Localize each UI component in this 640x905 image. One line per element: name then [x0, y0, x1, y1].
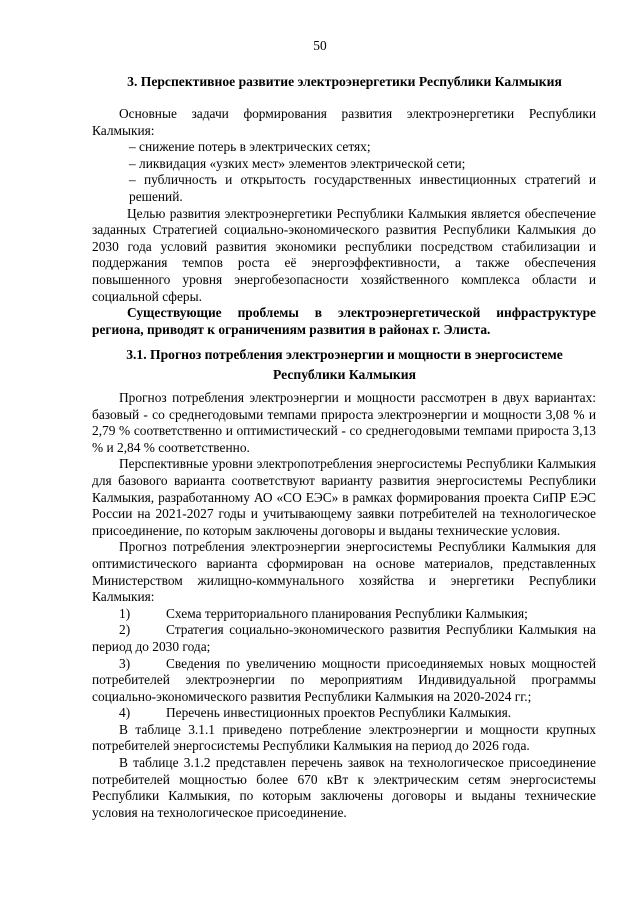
- list-item: 1) Схема территориального планирования Республики Калмыкия;: [119, 605, 528, 621]
- task-item: – публичность и открытость государственных инвестиционных стратегий и решений.: [129, 172, 596, 204]
- base-variant-paragraph: Перспективные уровни электропотребления энергосистемы Республики Калмыкия для базового варианта соответствуют варианту развития энергосистемы Республики Калмыкия, разработанному АО «СО ЕЭС» в рамках формирования проекта СиПР ЕЭС России на 2021-2027 годы и учитывающему заявки потребителей на технологическое присоединение, по которым заключены договоры и выданы технические условия.: [92, 456, 596, 538]
- page-number: 50: [313, 38, 327, 53]
- section-3-1-body: [92, 390, 596, 821]
- section-3-heading: 3. Перспективное развитие электроэнергетики Республики Калмыкия: [127, 74, 562, 89]
- task-item: – снижение потерь в электрических сетях;: [129, 139, 371, 155]
- list-item: 4) Перечень инвестиционных проектов Республики Калмыкия.: [119, 705, 512, 721]
- forecast-paragraph: Прогноз потребления электроэнергии и мощности рассмотрен в двух вариантах: базовый - со среднегодовыми темпами прироста электроэнергии и мощности 3,08 % и 2,79 % соответственно и оптимистический - со среднегодовыми темпами прироста 3,13 % и 2,84 % соответственно.: [92, 390, 596, 455]
- list-item: 2) Стратегия социально-экономического развития Республики Калмыкия на период до 2030 года;: [92, 622, 596, 654]
- section-3-1-heading: [92, 345, 597, 385]
- task-item: – ликвидация «узких мест» элементов электрической сети;: [129, 155, 466, 171]
- table-3-1-2-paragraph: В таблице 3.1.2 представлен перечень заявок на технологическое присоединение потребителей мощностью более 670 кВт к электрическим сетям энергосистемы Республики Калмыкия, по которым заключены договоры и выданы технические условия на технологическое присоединение.: [92, 755, 596, 820]
- table-3-1-1-paragraph: В таблице 3.1.1 приведено потребление электроэнергии и мощности крупных потребителей энергосистемы Республики Калмыкия на период до 2026 года.: [92, 721, 596, 754]
- intro-paragraph: Основные задачи формирования развития электроэнергетики Республики Калмыкия:: [92, 106, 596, 138]
- optimistic-variant-paragraph: Прогноз потребления электроэнергии энергосистемы Республики Калмыкия для оптимистического варианта сформирован на основе материалов, представленных Министерством жилищно-коммунального хозяйства и энергетики Республики Калмыкия:: [92, 539, 596, 605]
- section-3-1-heading-line2: Республики Калмыкия: [273, 367, 416, 382]
- section-3-1-heading-line1: 3.1. Прогноз потребления электроэнергии и мощности в энергосистеме: [126, 347, 563, 362]
- problems-paragraph: Существующие проблемы в электроэнергетической инфраструктуре региона, приводят к ограничениям развития в районах г. Элиста.: [92, 305, 596, 337]
- list-item: 3) Сведения по увеличению мощности присоединяемых новых мощностей потребителей электроэнергии по мероприятиям Индивидуальной программы социально-экономического развития Республики Калмыкия на 2020-2024 гг.;: [92, 655, 596, 704]
- section-3-body: [92, 106, 596, 338]
- goal-paragraph: Целью развития электроэнергетики Республики Калмыкия является обеспечение заданных Стратегией социально-экономического развития Республики Калмыкия до 2030 года условий развития экономики республики посредством стабилизации и поддержания темпов роста её энергоэффективности, а также обеспечения повышенного уровня энергобезопасности хозяйственного комплекса области и социальной сферы.: [92, 205, 596, 304]
